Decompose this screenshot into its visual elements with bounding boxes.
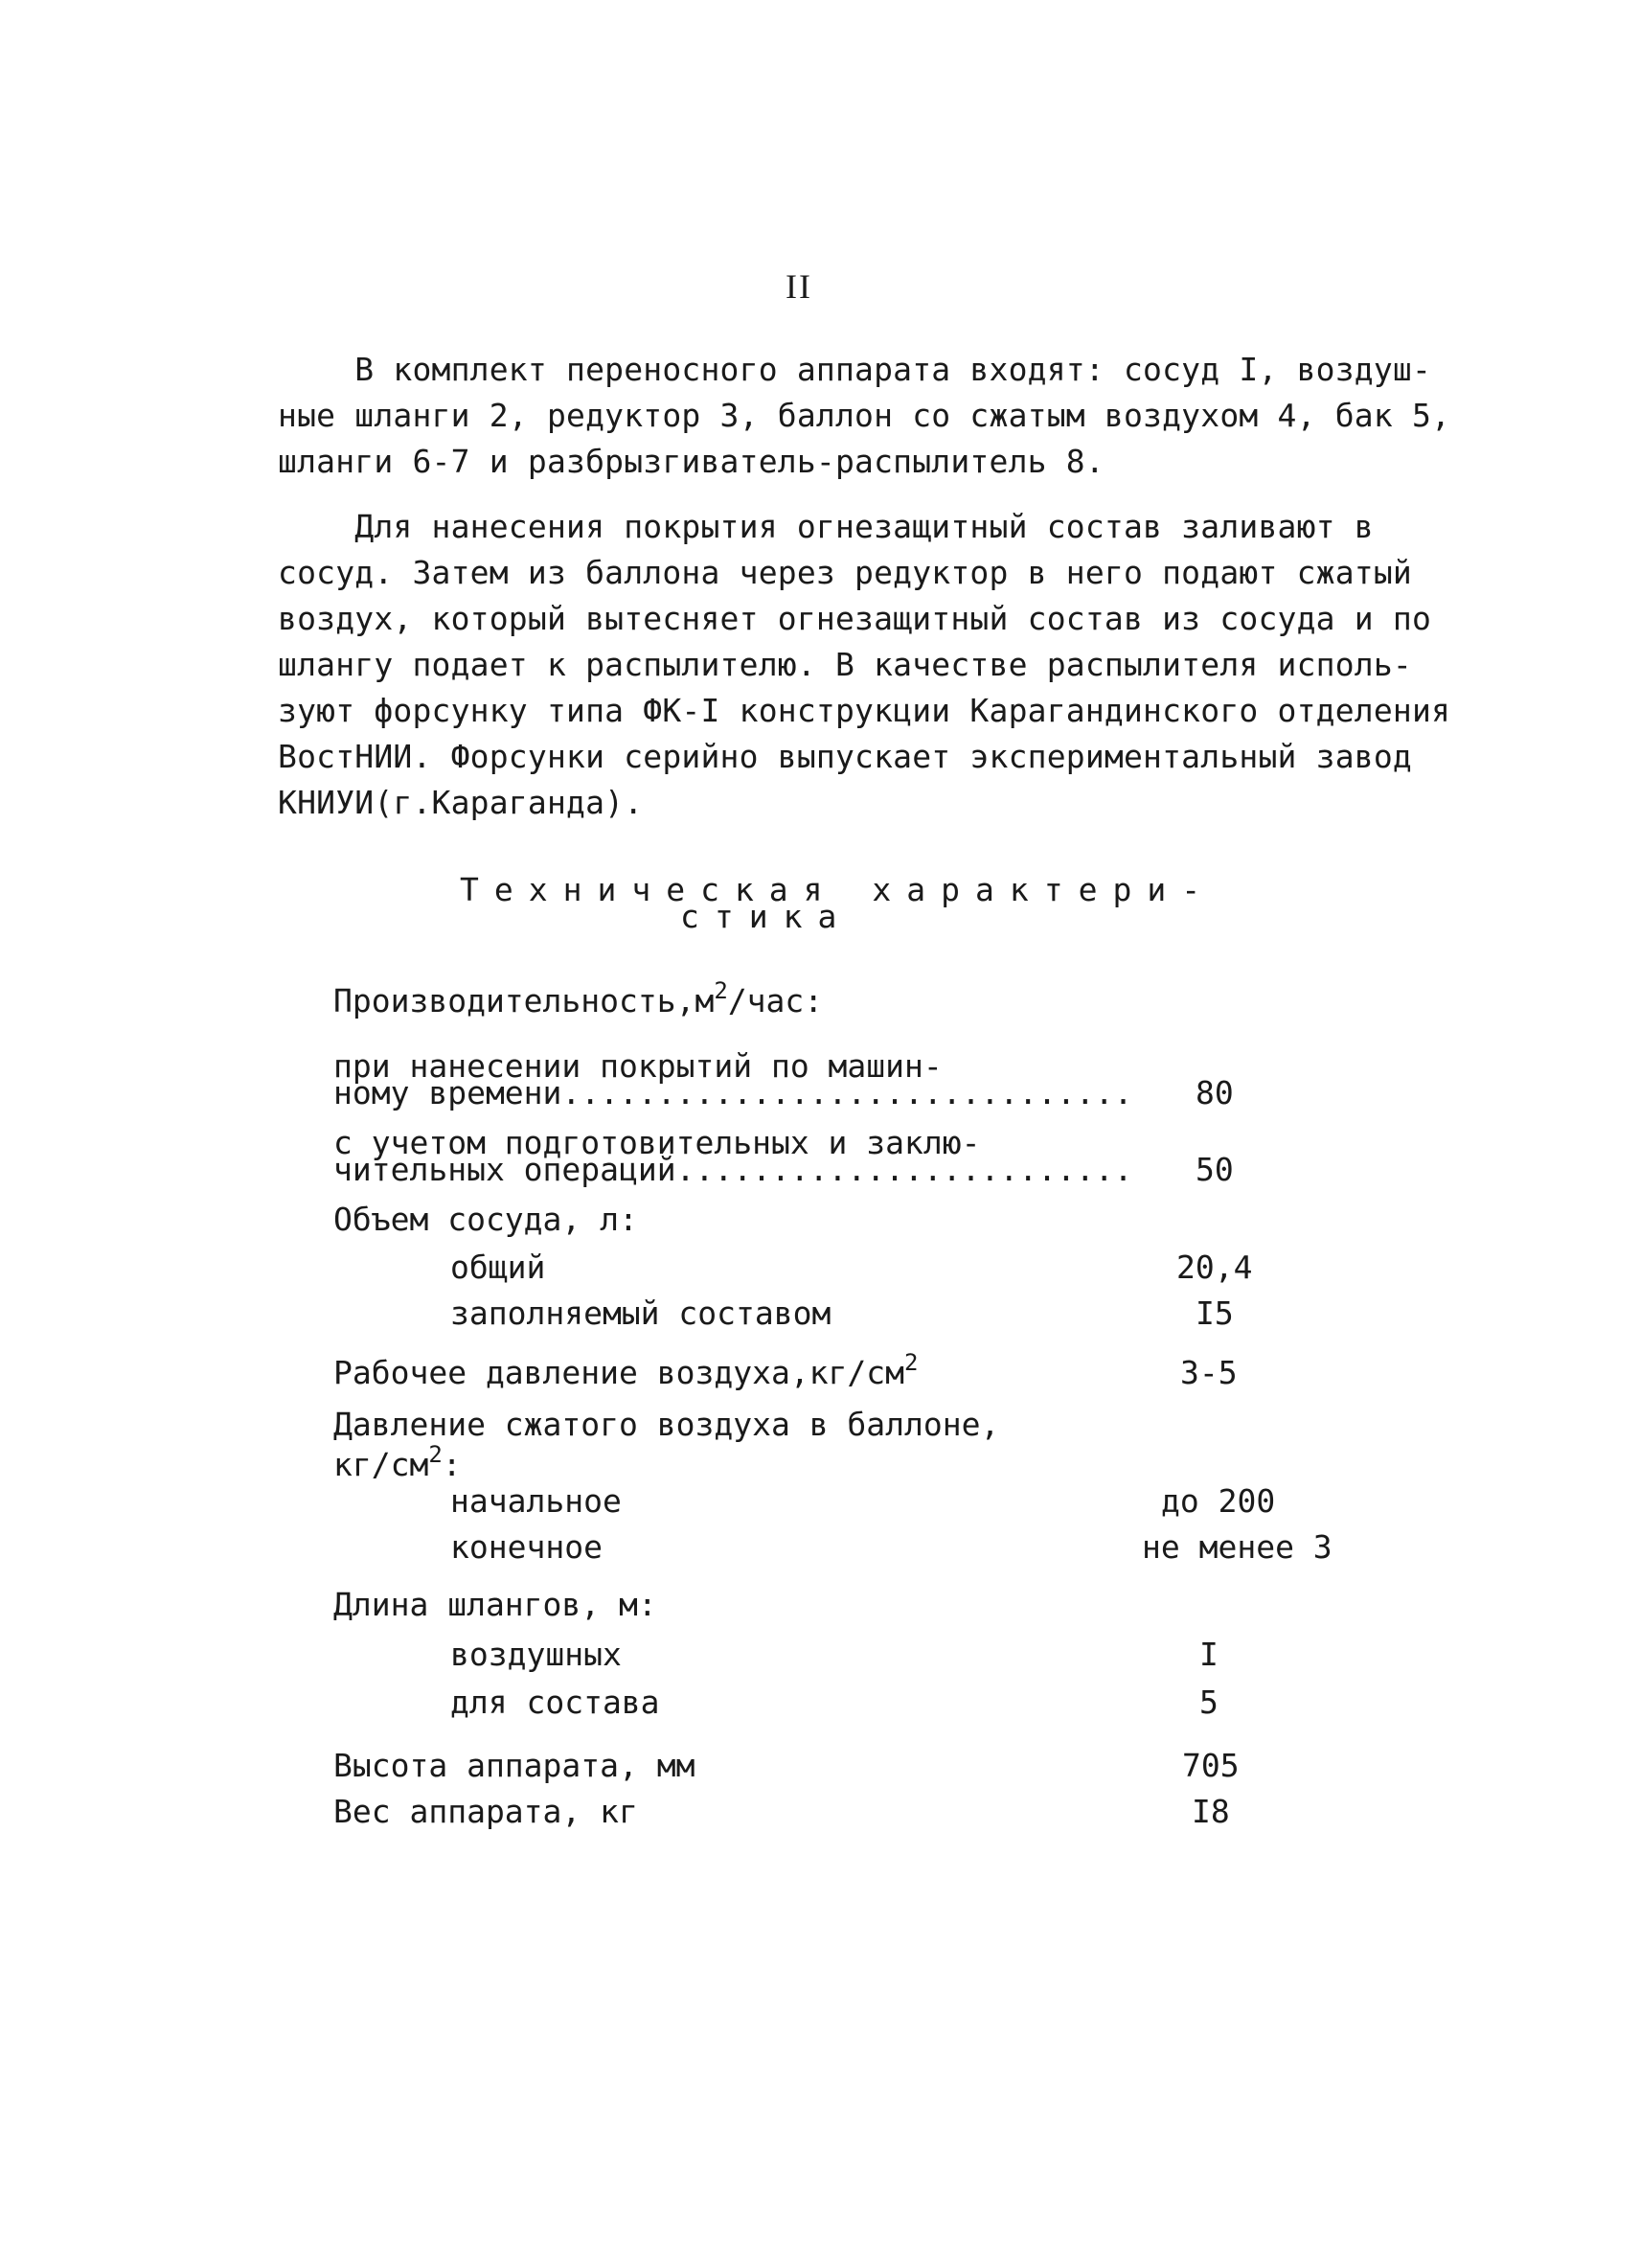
page-number: II <box>786 267 812 306</box>
spec-hose-air-label: воздушных <box>450 1636 622 1673</box>
productivity-heading: $Производительность,м^2$/час: <box>333 977 824 1019</box>
spec-volume-fill-label: заполняемый составом <box>450 1294 831 1332</box>
spec-prep-value: 50 <box>1196 1151 1234 1188</box>
text-line: ные шланги 2, редуктор 3, баллон со сжатым воздухом 4, бак 5, <box>278 397 1451 434</box>
spec-final-value: не менее 3 <box>1142 1528 1332 1566</box>
spec-height-label: Высота аппарата, мм <box>333 1747 695 1784</box>
spec-initial-value: до 200 <box>1161 1482 1276 1520</box>
section-title-line1: Техническая характери- <box>460 871 1217 908</box>
spec-volume-total-value: 20,4 <box>1176 1249 1253 1286</box>
text-line: шлангу подает к распылителю. В качестве распылителя исполь- <box>278 646 1412 683</box>
volume-heading: Объем сосуда, л: <box>333 1201 638 1238</box>
spec-volume-fill-value: I5 <box>1196 1294 1234 1332</box>
paragraph-equipment-set <box>278 347 1451 485</box>
spec-weight-label: Вес аппарата, кг <box>333 1793 638 1830</box>
section-title-line2: стика <box>680 898 853 935</box>
section-title <box>460 871 1322 935</box>
spec-cyl-pressure-line1: Давление сжатого воздуха в баллоне, <box>333 1406 1000 1443</box>
spec-machine-time-value: 80 <box>1196 1074 1234 1111</box>
spec-cyl-pressure-line2: $кг/см^2$: <box>333 1441 462 1483</box>
spec-height-value: 705 <box>1182 1747 1240 1784</box>
spec-prep-line1: с учетом подготовительных и заклю- <box>333 1124 981 1161</box>
text-line: сосуд. Затем из баллона через редуктор в него подают сжатый <box>278 554 1412 591</box>
spec-initial-label: начальное <box>450 1482 622 1520</box>
spec-final-label: конечное <box>450 1528 603 1566</box>
spec-machine-time-line2: ному времени.............................. <box>333 1074 1133 1111</box>
text-line: ВостНИИ. Форсунки серийно выпускает экспериментальный завод <box>278 738 1412 775</box>
spec-work-pressure-value: 3-5 <box>1180 1354 1238 1391</box>
text-line: воздух, который вытесняет огнезащитный состав из сосуда и по <box>278 600 1432 637</box>
spec-weight-value: I8 <box>1192 1793 1230 1830</box>
spec-hose-air-value: I <box>1199 1636 1219 1673</box>
spec-hose-comp-value: 5 <box>1199 1684 1219 1721</box>
spec-prep-line2: чительных операций........................ <box>333 1151 1133 1188</box>
spec-machine-time-line1: при нанесении покрытий по машин- <box>333 1047 943 1085</box>
hose-heading: Длина шлангов, м: <box>333 1586 657 1623</box>
text-line: В комплект переносного аппарата входят: сосуд I, воздуш- <box>278 351 1432 388</box>
spec-work-pressure-label: Рабочее давление $воздуха,кг/см^2$ <box>333 1349 919 1391</box>
text-line: КНИУИ(г.Караганда). <box>278 784 644 821</box>
spec-hose-comp-label: для состава <box>450 1684 660 1721</box>
text-line: шланги 6-7 и разбрызгиватель-распылитель 8. <box>278 443 1105 480</box>
spec-volume-total-label: общий <box>450 1249 546 1286</box>
text-line: Для нанесения покрытия огнезащитный состав заливают в <box>278 508 1374 545</box>
paragraph-application-process <box>278 504 1451 826</box>
text-line: зуют форсунку типа ФК-I конструкции Карагандинского отделения <box>278 692 1451 729</box>
